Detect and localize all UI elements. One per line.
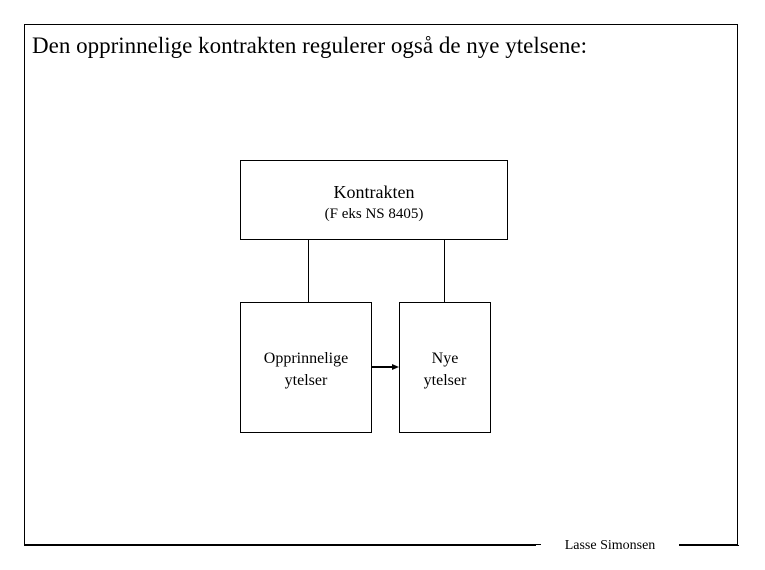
footer-author: Lasse Simonsen (541, 537, 679, 555)
original-services-line1: Opprinnelige (263, 350, 349, 367)
contract-note: (F eks NS 8405) (324, 206, 424, 222)
original-services-line2: ytelser (284, 372, 328, 389)
footer-rule-left (24, 545, 536, 546)
contract-name: Kontrakten (333, 182, 415, 202)
new-services-line2: ytelser (423, 372, 467, 389)
arrow-head (392, 364, 399, 370)
slide-title: Den opprinnelige kontrakten regulerer også de nye ytelsene: (32, 33, 587, 58)
footer-rule-right (673, 545, 739, 546)
new-services-line1: Nye (431, 350, 459, 367)
